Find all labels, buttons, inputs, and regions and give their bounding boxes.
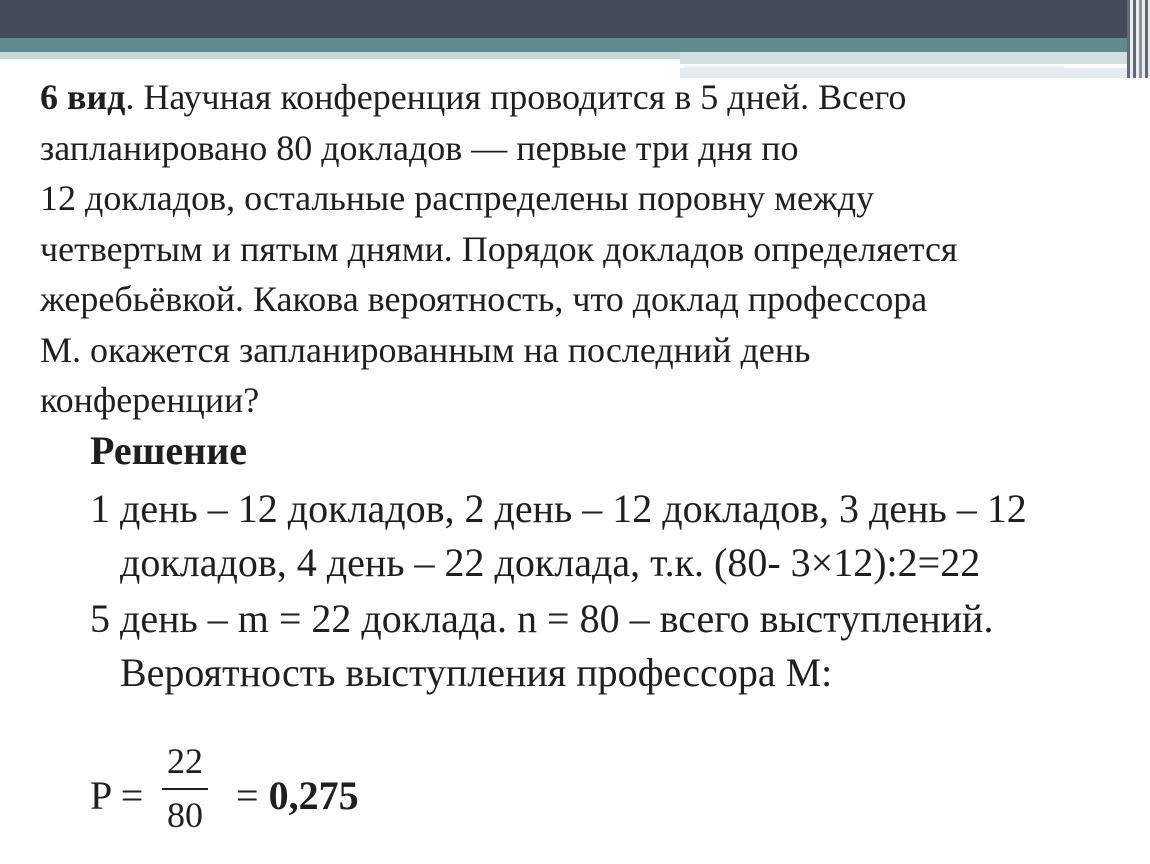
problem-type-label: 6 вид xyxy=(40,77,126,117)
formula-lhs: P = xyxy=(90,773,144,818)
result-value: 0,275 xyxy=(268,773,359,818)
probability-formula xyxy=(90,740,490,840)
problem-line: М. окажется запланированным на последний день xyxy=(40,329,811,370)
problem-line: четвертым и пятым днями. Порядок докладов определяется xyxy=(40,228,958,269)
corner-stripe xyxy=(1133,0,1136,78)
solution-paragraph: 1 день – 12 докладов, 2 день – 12 докладов, 3 день – 12 xyxy=(90,486,1027,531)
solution-block xyxy=(90,424,1145,700)
solution-paragraph: 5 день – m = 22 доклада. n = 80 – всего выступлений. xyxy=(90,596,994,641)
problem-line: 6 вид. Научная конференция проводится в 5 дней. Всего xyxy=(40,77,907,117)
header-accent-line xyxy=(684,66,1064,68)
corner-stripe xyxy=(1127,0,1130,78)
header-band-teal xyxy=(0,38,1150,52)
solution-paragraph-continued: докладов, 4 день – 22 доклада, т.к. (80- 3×12):2=22 xyxy=(120,540,981,585)
header-band-light-right xyxy=(680,52,1128,64)
solution-heading: Решение xyxy=(90,428,248,473)
formula-result: = 0,275 xyxy=(236,773,359,818)
corner-stripe xyxy=(1145,0,1148,78)
header-band-light xyxy=(0,52,680,59)
problem-line: запланировано 80 докладов — первые три дня по xyxy=(40,127,799,168)
problem-statement xyxy=(40,72,1125,426)
fraction-bar xyxy=(162,788,208,790)
problem-line: жеребьёвкой. Какова вероятность, что доклад профессора xyxy=(40,279,928,319)
fraction-denominator: 80 xyxy=(167,795,203,835)
problem-line: 12 докладов, остальные распределены поровну между xyxy=(40,178,875,218)
solution-paragraph-continued: Вероятность выступления профессора М: xyxy=(120,650,833,695)
corner-stripe xyxy=(1139,0,1142,78)
header-band-dark xyxy=(0,0,1150,38)
problem-line: конференции? xyxy=(40,380,260,420)
fraction-numerator: 22 xyxy=(167,741,203,781)
